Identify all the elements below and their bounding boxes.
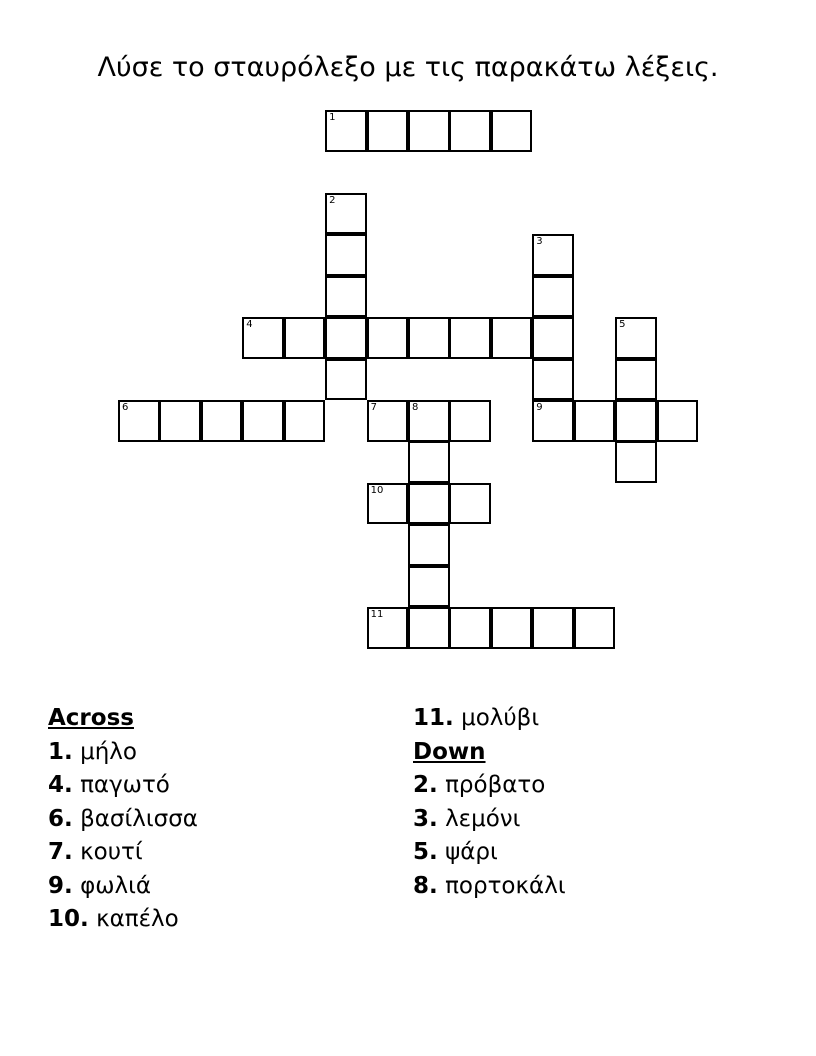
crossword-cell[interactable] — [159, 400, 201, 442]
crossword-cell[interactable] — [284, 400, 326, 442]
crossword-cell[interactable] — [532, 317, 574, 359]
crossword-cell[interactable] — [408, 400, 450, 442]
crossword-cell[interactable] — [325, 193, 367, 235]
across-clue: 7. κουτί — [48, 839, 143, 865]
across-clue: 10. καπέλο — [48, 906, 179, 932]
crossword-cell[interactable] — [284, 317, 326, 359]
crossword-cell[interactable] — [408, 441, 450, 483]
across-heading: Across — [48, 705, 134, 731]
across-clue: 11. μολύβι — [413, 705, 540, 731]
across-clue: 6. βασίλισσα — [48, 805, 198, 832]
crossword-cell[interactable] — [449, 110, 491, 152]
crossword-cell[interactable] — [118, 400, 160, 442]
crossword-cell[interactable] — [449, 607, 491, 649]
page-title: Λύσε το σταυρόλεξο με τις παρακάτω λέξεις. — [97, 52, 719, 83]
down-clue: 3. λεμόνι — [413, 805, 521, 832]
down-clue: 2. πρόβατο — [413, 772, 546, 798]
crossword-cell[interactable] — [242, 317, 284, 359]
crossword-cell[interactable] — [532, 276, 574, 318]
crossword-cell[interactable] — [408, 524, 450, 566]
crossword-cell[interactable] — [367, 110, 409, 152]
cell-number: 7 — [370, 402, 377, 413]
crossword-cell[interactable] — [449, 400, 491, 442]
crossword-cell[interactable] — [574, 607, 616, 649]
crossword-cell[interactable] — [325, 317, 367, 359]
cell-number: 1 — [329, 112, 336, 123]
cell-number: 11 — [370, 609, 384, 621]
across-clue: 9. φωλιά — [48, 872, 152, 899]
crossword-cell[interactable] — [325, 110, 367, 152]
clue-list-left — [48, 702, 198, 937]
down-clue: 5. ψάρι — [413, 839, 498, 865]
crossword-cell[interactable] — [325, 276, 367, 318]
crossword-cell[interactable] — [449, 317, 491, 359]
crossword-cell[interactable] — [242, 400, 284, 442]
crossword-cell[interactable] — [532, 607, 574, 649]
crossword-cell[interactable] — [325, 234, 367, 276]
crossword-cell[interactable] — [408, 607, 450, 649]
crossword-cell[interactable] — [201, 400, 243, 442]
across-clue: 1. μήλο — [48, 738, 137, 765]
crossword-cell[interactable] — [325, 359, 367, 401]
crossword-cell[interactable] — [449, 483, 491, 525]
across-clue: 4. παγωτό — [48, 772, 170, 798]
cell-number: 5 — [619, 319, 626, 331]
crossword-cell[interactable] — [532, 400, 574, 442]
crossword-cell[interactable] — [615, 400, 657, 442]
crossword-cell[interactable] — [408, 566, 450, 608]
crossword-cell[interactable] — [408, 110, 450, 152]
down-heading: Down — [413, 738, 486, 765]
crossword-cell[interactable] — [615, 359, 657, 401]
crossword-cell[interactable] — [408, 483, 450, 525]
crossword-cell[interactable] — [574, 400, 616, 442]
down-clue: 8. πορτοκάλι — [413, 872, 566, 899]
crossword-cell[interactable] — [367, 483, 409, 525]
crossword-cell[interactable] — [491, 607, 533, 649]
cell-number: 8 — [412, 402, 419, 413]
cell-number: 2 — [329, 194, 336, 206]
crossword-cell[interactable] — [491, 317, 533, 359]
crossword-cell[interactable] — [657, 400, 699, 442]
crossword-cell[interactable] — [367, 607, 409, 649]
cell-number: 10 — [370, 484, 384, 496]
cell-number: 6 — [122, 402, 129, 413]
crossword-cell[interactable] — [615, 441, 657, 483]
crossword-cell[interactable] — [615, 317, 657, 359]
clue-list-right — [413, 702, 566, 903]
crossword-cell[interactable] — [367, 400, 409, 442]
cell-number: 3 — [536, 236, 543, 248]
cell-number: 9 — [536, 402, 543, 413]
cell-number: 4 — [246, 319, 253, 331]
crossword-cell[interactable] — [367, 317, 409, 359]
crossword-cell[interactable] — [491, 110, 533, 152]
crossword-cell[interactable] — [532, 234, 574, 276]
crossword-cell[interactable] — [408, 317, 450, 359]
crossword-cell[interactable] — [532, 359, 574, 401]
